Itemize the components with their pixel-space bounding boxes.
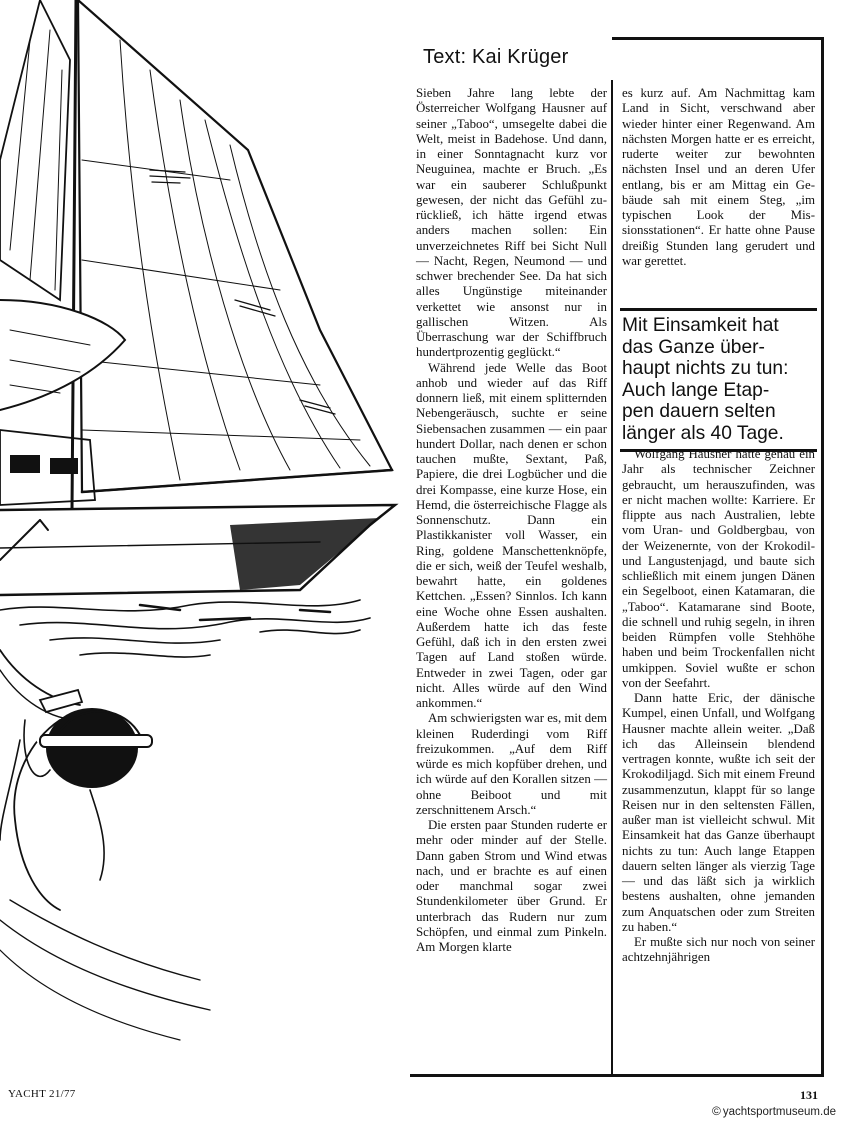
pull-quote-line: das Ganze über- bbox=[622, 336, 765, 358]
pull-quote-line: länger als 40 Tage. bbox=[622, 422, 784, 444]
paragraph: Während jede Welle das Boot anhob und wieder auf das Riff donnern ließ, mit einem splitternden Nebengeräusch, suchte er seine Siebensachen zusammen — ein paar hundert Dollar, nach denen er schon tauchen mußte, Sextant, Paß, Papiere, die drei Logbücher und die drei Kompasse, eine kurze Hose, ein Hemd, die österreichische Flagge als Sonnenschutz. Dann ein Plastikkanister voll Wasser, ein Ring, goldene Manschettenknöpfe, die er sich, weiß der Teufel weshalb, bewahrt hatte, ein goldenes Kettchen. „Essen? Sinnlos. Ich kann eine Woche ohne Essen aushalten. Außerdem hatte ich das feste Gefühl, daß ich in den ersten zwei Tagen auf Land stoßen würde. Entweder in zwei Tagen, oder gar nicht. Alles würde auf den Wind ankommen.“ bbox=[416, 360, 607, 710]
paragraph: Am schwierigsten war es, mit dem kleinen Ruderdingi vom Riff freizukommen. „Auf dem Riff würde es mich kopfüber drehen, und ich würde auf den Korallen sitzen — ohne Beiboot und mit zerschnittenem Arsch.“ bbox=[416, 711, 607, 817]
copyright-icon: © bbox=[712, 1104, 721, 1118]
article-byline: Text: Kai Krüger bbox=[423, 46, 569, 68]
paragraph: Wolfgang Hausner hatte genau ein Jahr als technischer Zeichner gebraucht, um herauszufinden, was er nicht machen wollte: Karriere. Er flippte aus nach Australien, lebte vom Uran- und Goldbergbau, von der Weizenernte, von der Krokodil- und Langustenjagd, und baute sich schließlich mit einem jungen Dänen ein Segelboot, einen Katamaran, die „Taboo“. Katamarane sind Boote, die schnell und ruhig segeln, in ihren beiden Rümpfen volle Stehhöhe haben und beim Trockenfallen nicht umkippen. Soviel wußte er schon von der Seefahrt. bbox=[622, 447, 815, 690]
catamaran-illustration bbox=[0, 0, 410, 1075]
pull-quote-line: pen dauern selten bbox=[622, 401, 776, 423]
magazine-issue: YACHT 21/77 bbox=[8, 1088, 76, 1100]
watermark bbox=[712, 1104, 836, 1118]
paragraph: Dann hatte Eric, der dänische Kumpel, einen Unfall, und Wolfgang Hausner machte allein weiter. „Daß ich das Alleinsein blendend vertragen konnte, wußte ich seit der Krokodiljagd. Sich mit einem Freund zusammenzutun, klappt für so lange Reisen nur in den seltensten Fällen, außer man ist vielleicht schwul. Mit Einsamkeit hat das Ganze überhaupt nichts zu tun: Auch lange Etappen dauern selten länger als vierzig Tage — und das läßt sich ja wirklich bestens aushalten, ohne jemanden zum Anquatschen oder zum Streiten zu haben.“ bbox=[622, 691, 815, 934]
pull-quote-line: Auch lange Etap- bbox=[622, 379, 770, 401]
paragraph: Sieben Jahre lang lebte der Österreicher Wolfgang Hausner auf seiner „Taboo“, umsegelte dabei die Welt, meist in Badehose. Und dann, in einer Sonntagnacht kurz vor Neuguinea, machte er Bruch. „Es war ein sauberer Schlußpunkt gewesen, der nicht das Gefühl zurückließ, ich hätte irgend etwas anders machen sollen: Ein unverzeichnetes Riff bei Sicht Null — Nacht, Regen, Neumond — und schwer brechender See. Da hat sich alles Ungünstige miteinander verkettet wie ansonst nur in gallischen Witzen. Als Überraschung war der Schiffbruch hundertprozentig geglückt.“ bbox=[416, 86, 607, 360]
article-column-1 bbox=[416, 86, 607, 955]
article-column-2-bottom bbox=[622, 447, 815, 966]
pull-quote-line: Mit Einsamkeit hat bbox=[622, 315, 779, 336]
paragraph: Die ersten paar Stunden ruderte er mehr oder minder auf der Stelle. Dann gaben Strom und Wind etwas nach, und er brachte es auf einen oder manchmal sogar zwei Stundenkilometer über Grund. Er unterbrach das Rudern nur zum Schöpfen, und einmal zum Pinkeln. Am Morgen klarte bbox=[416, 818, 607, 954]
top-rule bbox=[612, 37, 824, 40]
paragraph: Er mußte sich nur noch von seiner achtzehnjährigen bbox=[622, 935, 815, 965]
watermark-text: yachtsportmuseum.de bbox=[722, 1106, 836, 1118]
pull-quote-line: haupt nichts zu tun: bbox=[622, 358, 789, 380]
paragraph: es kurz auf. Am Nachmittag kam Land in Sicht, verschwand aber wieder hinter einer Regenwand. Am nächsten Morgen hatte er es erreicht, ruderte weiter zur bewohnten nächsten Insel und an deren Ufer entlang, bis er am Mittag ein Gebäude sah mit einem Steg, „im typischen Look der Missionsstationen“. Er hatte ohne Pause dreißig Stunden lang gerudert und war gerettet. bbox=[622, 86, 815, 268]
page-number: 131 bbox=[800, 1088, 818, 1102]
pull-quote bbox=[620, 308, 817, 452]
column-divider bbox=[611, 80, 613, 1076]
article-column-2-top bbox=[622, 86, 815, 269]
